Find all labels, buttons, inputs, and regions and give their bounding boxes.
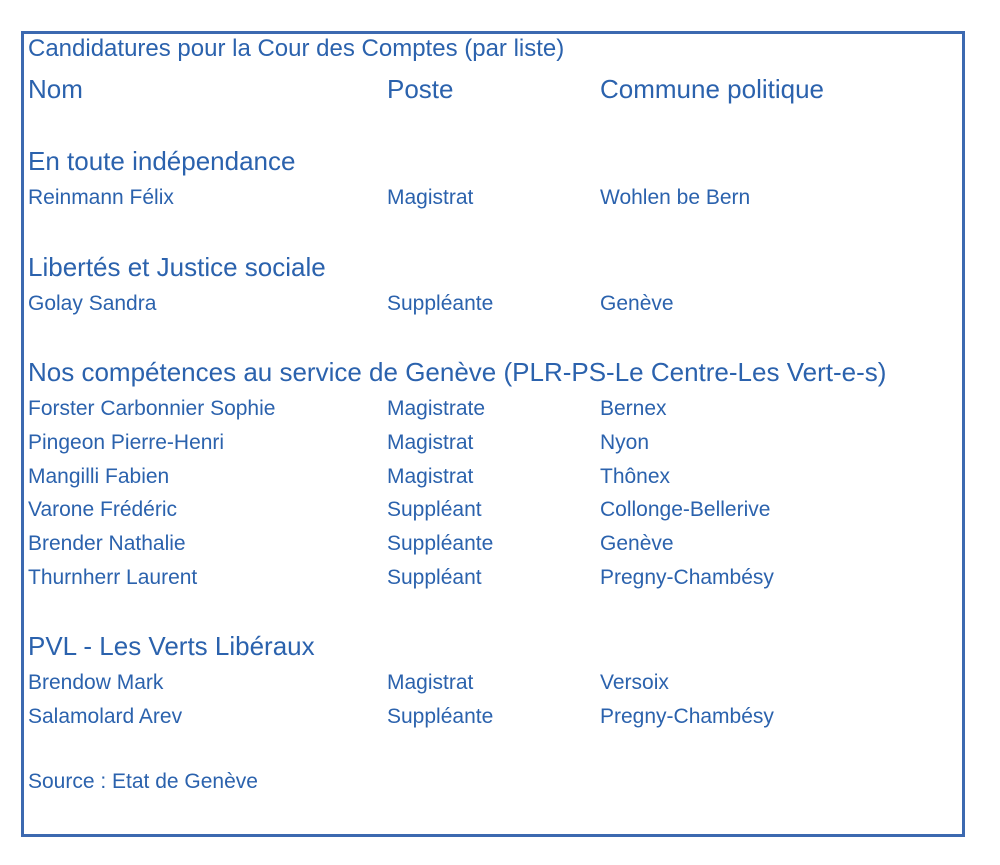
candidate-post: Suppléant bbox=[387, 498, 482, 521]
candidate-post: Suppléante bbox=[387, 705, 494, 728]
candidate-post: Magistrat bbox=[387, 186, 474, 209]
candidate-name: Mangilli Fabien bbox=[28, 465, 170, 488]
candidate-name: Brender Nathalie bbox=[28, 532, 186, 555]
candidate-commune: Versoix bbox=[600, 671, 669, 694]
candidate-commune: Wohlen be Bern bbox=[600, 186, 751, 209]
candidate-post: Magistrat bbox=[387, 465, 474, 488]
candidate-name: Reinmann Félix bbox=[28, 186, 174, 209]
candidate-commune: Thônex bbox=[600, 465, 671, 488]
page-title: Candidatures pour la Cour des Comptes (par liste) bbox=[28, 35, 565, 62]
candidate-name: Pingeon Pierre-Henri bbox=[28, 431, 225, 454]
candidate-name: Thurnherr Laurent bbox=[28, 566, 198, 589]
candidate-commune: Genève bbox=[600, 532, 674, 555]
candidate-post: Magistrat bbox=[387, 431, 474, 454]
candidate-name: Golay Sandra bbox=[28, 292, 157, 315]
list-title: Nos compétences au service de Genève (PLR-PS-Le Centre-Les Vert-e-s) bbox=[28, 357, 887, 387]
candidate-name: Varone Frédéric bbox=[28, 498, 178, 521]
candidate-post: Suppléant bbox=[387, 566, 482, 589]
source-note: Source : Etat de Genève bbox=[28, 770, 258, 793]
column-header-name: Nom bbox=[28, 74, 83, 104]
candidate-commune: Bernex bbox=[600, 397, 667, 420]
list-title: Libertés et Justice sociale bbox=[28, 252, 326, 282]
candidate-post: Suppléante bbox=[387, 292, 494, 315]
candidate-post: Magistrat bbox=[387, 671, 474, 694]
column-header-commune: Commune politique bbox=[600, 74, 825, 104]
candidate-name: Forster Carbonnier Sophie bbox=[28, 397, 276, 420]
list-title: En toute indépendance bbox=[28, 146, 296, 176]
candidate-name: Brendow Mark bbox=[28, 671, 164, 694]
candidate-commune: Collonge-Bellerive bbox=[600, 498, 771, 521]
list-title: PVL - Les Verts Libéraux bbox=[28, 631, 315, 661]
column-header-post: Poste bbox=[387, 74, 454, 104]
candidate-commune: Nyon bbox=[600, 431, 650, 454]
candidate-commune: Pregny-Chambésy bbox=[600, 566, 774, 589]
candidate-name: Salamolard Arev bbox=[28, 705, 183, 728]
candidate-post: Suppléante bbox=[387, 532, 494, 555]
candidate-commune: Genève bbox=[600, 292, 674, 315]
candidate-commune: Pregny-Chambésy bbox=[600, 705, 774, 728]
candidate-post: Magistrate bbox=[387, 397, 486, 420]
